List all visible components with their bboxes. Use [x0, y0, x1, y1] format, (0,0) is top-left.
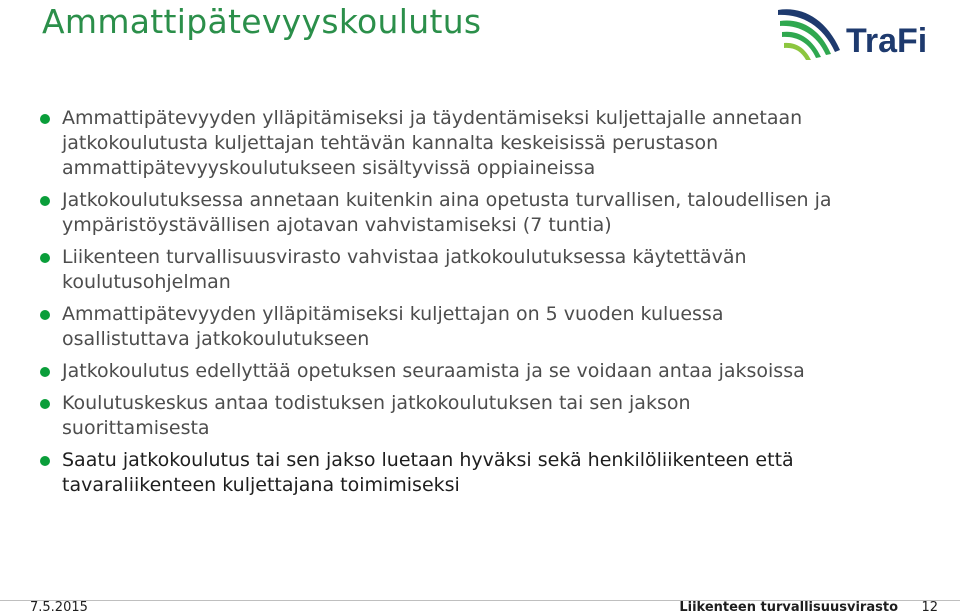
- footer-organization: Liikenteen turvallisuusvirasto: [679, 600, 898, 615]
- bullet-text: Jatkokoulutus edellyttää opetuksen seuraamista ja se voidaan antaa jaksoissa: [62, 360, 805, 382]
- bullet-dot-icon: [40, 456, 50, 466]
- bullet-item: [40, 245, 840, 295]
- bullet-dot-icon: [40, 253, 50, 263]
- bullet-text: Ammattipätevyyden ylläpitämiseksi kuljettajan on 5 vuoden kuluessa osallistuttava jatkokoulutukseen: [62, 303, 724, 350]
- bullet-dot-icon: [40, 114, 50, 124]
- bullet-text: Jatkokoulutuksessa annetaan kuitenkin aina opetusta turvallisen, taloudellisen ja ympäristöystävällisen ajotavan vahvistamiseksi (7 tuntia): [62, 189, 832, 236]
- bullet-item: [40, 359, 840, 384]
- bullet-dot-icon: [40, 310, 50, 320]
- bullet-item: [40, 302, 840, 352]
- bullet-item: [40, 106, 840, 181]
- bullet-dot-icon: [40, 367, 50, 377]
- bullet-dot-icon: [40, 196, 50, 206]
- bullet-item: [40, 188, 840, 238]
- bullet-dot-icon: [40, 399, 50, 409]
- bullet-item: [40, 448, 840, 498]
- bullet-text: Ammattipätevyyden ylläpitämiseksi ja täydentämiseksi kuljettajalle annetaan jatkokoulutusta kuljettajan tehtävän kannalta keskeisissä perustason ammattipätevyyskoulutukseen sisältyvissä oppiaineissa: [62, 107, 803, 179]
- footer-page-number: 12: [921, 600, 938, 615]
- logo-text: TraFi: [846, 22, 928, 60]
- logo-swoosh-icon: [778, 9, 840, 60]
- trafi-logo: [776, 4, 936, 64]
- bullet-item: [40, 391, 840, 441]
- bullet-text: Koulutuskeskus antaa todistuksen jatkokoulutuksen tai sen jakson suorittamisesta: [62, 392, 691, 439]
- bullet-list: [40, 106, 840, 505]
- bullet-text: Saatu jatkokoulutus tai sen jakso luetaan hyväksi sekä henkilöliikenteen että tavaraliikenteen kuljettajana toimimiseksi: [62, 449, 794, 496]
- bullet-text: Liikenteen turvallisuusvirasto vahvistaa jatkokoulutuksessa käytettävän koulutusohjelman: [62, 246, 747, 293]
- slide-title: Ammattipätevyyskoulutus: [42, 2, 482, 41]
- footer-date: 7.5.2015: [30, 600, 88, 615]
